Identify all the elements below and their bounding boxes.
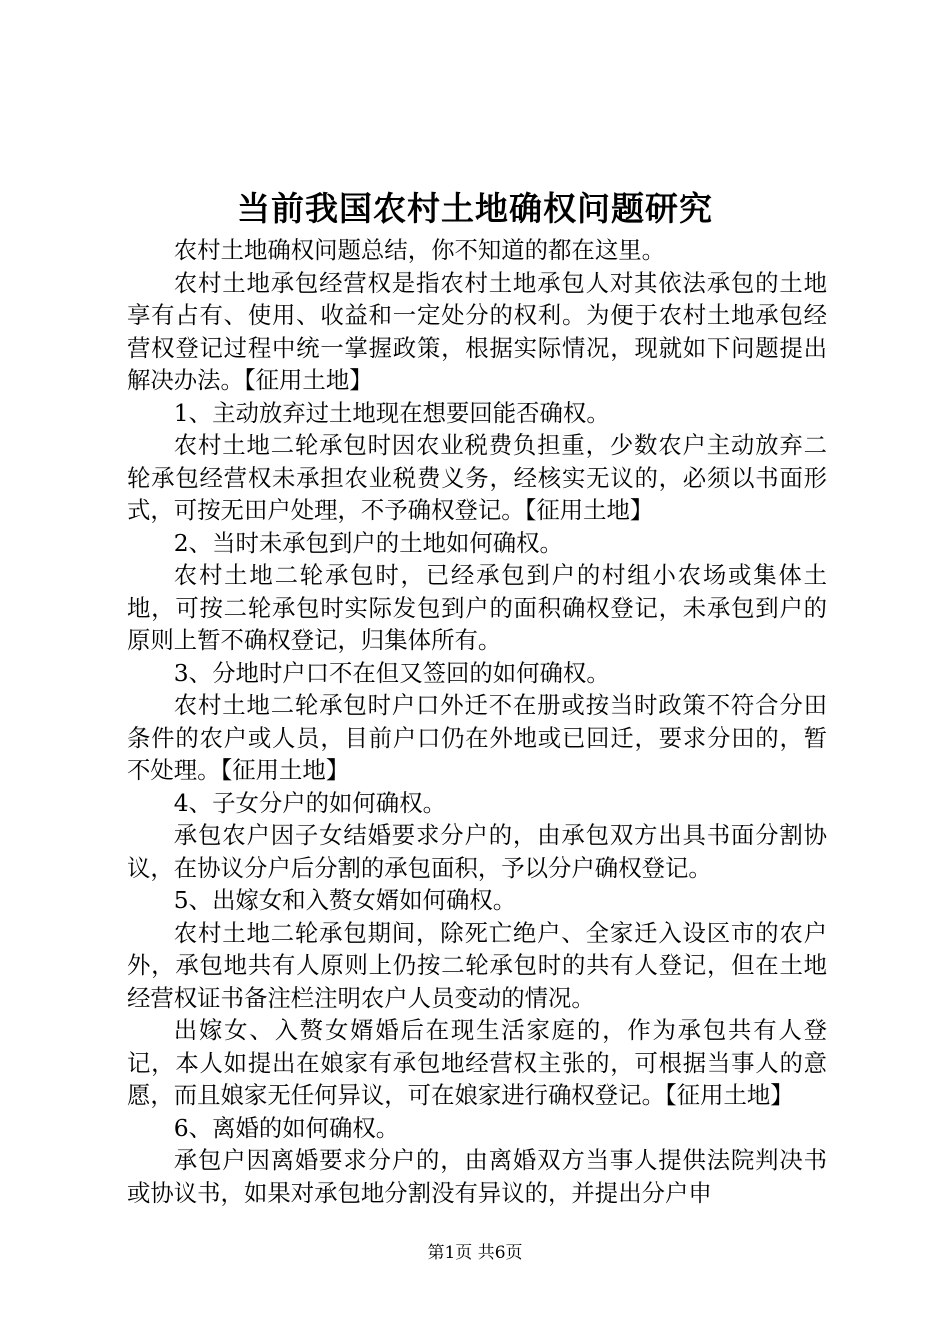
section-heading: 4、子女分户的如何确权。 <box>173 788 446 817</box>
paragraph: 承包农户因子女结婚要求分户的，由承包双方出具书面分割协议，在协议分户后分割的承包面积，予以分户确权登记。 <box>127 821 827 882</box>
page-footer: 第1页 共6页 <box>427 1243 523 1263</box>
section-heading: 2、当时未承包到户的土地如何确权。 <box>173 528 563 557</box>
paragraph: 农村土地二轮承包时因农业税费负担重，少数农户主动放弃二轮承包经营权未承担农业税费义务，经核实无议的，必须以书面形式，可按无田户处理，不予确权登记。【征用土地】 <box>127 431 827 524</box>
paragraph: 农村土地确权问题总结，你不知道的都在这里。 <box>173 236 665 264</box>
paragraph: 出嫁女、入赘女婿婚后在现生活家庭的，作为承包共有人登记，本人如提出在娘家有承包地经营权主张的，可根据当事人的意愿，而且娘家无任何异议，可在娘家进行确权登记。【征用土地】 <box>127 1016 827 1109</box>
section-heading: 1、主动放弃过土地现在想要回能否确权。 <box>173 398 610 427</box>
document-title: 当前我国农村土地确权问题研究 <box>237 189 713 228</box>
paragraph: 农村土地二轮承包时户口外迁不在册或按当时政策不符合分田条件的农户或人员，目前户口仍在外地或已回迁，要求分田的，暂不处理。【征用土地】 <box>127 691 827 784</box>
section-heading: 6、离婚的如何确权。 <box>173 1113 400 1142</box>
paragraph: 农村土地二轮承包期间，除死亡绝户、全家迁入设区市的农户外，承包地共有人原则上仍按二轮承包时的共有人登记，但在土地经营权证书备注栏注明农户人员变动的情况。 <box>127 918 827 1012</box>
paragraph: 农村土地二轮承包时，已经承包到户的村组小农场或集体土地，可按二轮承包时实际发包到户的面积确权登记，未承包到户的原则上暂不确权登记，归集体所有。 <box>127 561 827 654</box>
section-heading: 5、出嫁女和入赘女婿如何确权。 <box>173 886 517 914</box>
paragraph: 承包户因离婚要求分户的，由离婚双方当事人提供法院判决书或协议书，如果对承包地分割没有异议的，并提出分户申 <box>127 1146 827 1207</box>
section-heading: 3、分地时户口不在但又签回的如何确权。 <box>173 658 610 687</box>
document-body <box>127 234 827 1209</box>
paragraph: 农村土地承包经营权是指农村土地承包人对其依法承包的土地享有占有、使用、收益和一定处分的权利。为便于农村土地承包经营权登记过程中统一掌握政策，根据实际情况，现就如下问题提出解决办法。【征用土地】 <box>127 268 827 394</box>
